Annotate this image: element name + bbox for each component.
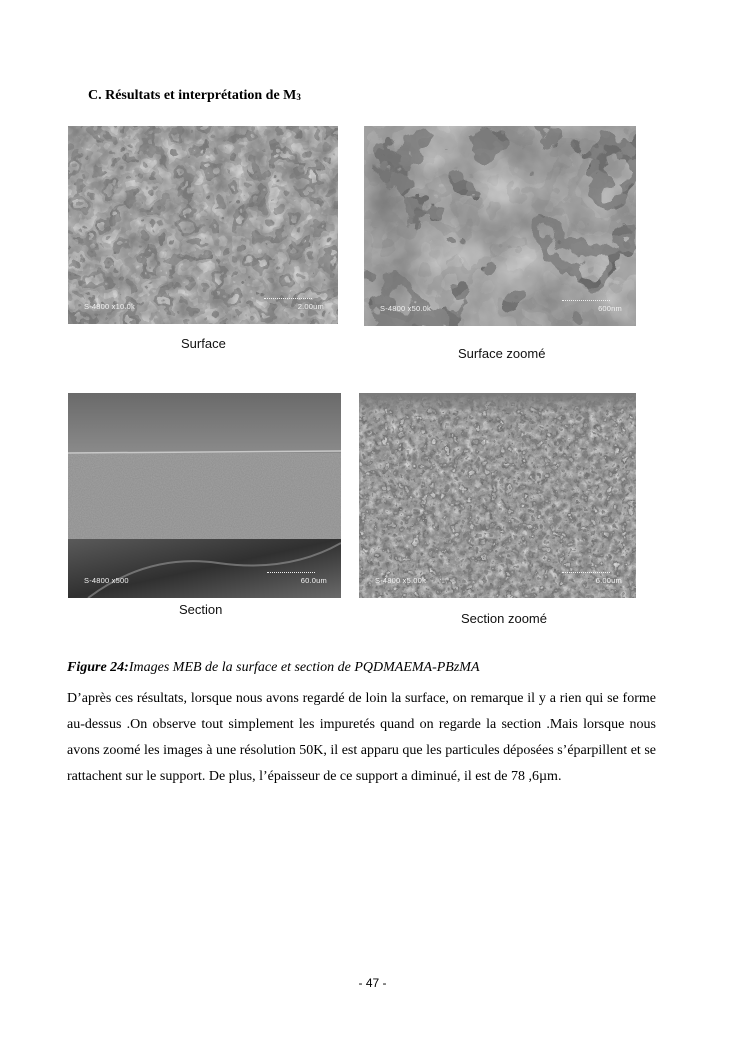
caption-section: Section — [179, 602, 223, 617]
sem-image-surface-zoom — [364, 126, 636, 326]
sem-meta-label: S-4800 x10.0k — [84, 302, 135, 311]
sem-scale-label: 6.00um — [595, 576, 622, 585]
caption-surface: Surface — [181, 336, 226, 351]
figure-caption — [67, 660, 480, 676]
sem-scale-label: 2.00um — [297, 302, 324, 311]
sem-scale-label: 600nm — [598, 304, 622, 313]
sem-meta-label: S-4800 x500 — [84, 576, 129, 585]
caption-surface-zoom: Surface zoomé — [458, 346, 546, 361]
section-heading: C. Résultats et interprétation de $M_3$ — [88, 88, 301, 103]
caption-section-zoom: Section zoomé — [461, 611, 547, 626]
sem-meta-label: S-4800 x50.0k — [380, 304, 431, 313]
sem-image-section-zoom — [359, 393, 636, 598]
figure-label: Figure 24: — [67, 660, 129, 675]
sem-meta-label: S-4800 x5.00k — [375, 576, 426, 585]
body-paragraph: D’après ces résultats, lorsque nous avons regardé de loin la surface, on remarque il y a rien qui se forme au-dessus .On observe tout simplement les impuretés quand on regarde la section .Mais lorsque nous avons zoomé les images à une résolution 50K, il est apparu que les particules déposées s’éparpillent et se rattachent sur le support. De plus, l’épaisseur de ce support a diminué, il est de 78 ,6µm. — [67, 691, 656, 784]
sem-scale-label: 60.0um — [300, 576, 327, 585]
page-number: - 47 - — [358, 976, 387, 990]
sem-image-section — [68, 393, 341, 598]
figure-caption-text: Images MEB de la surface et section de PQDMAEMA-PBzMA — [128, 660, 480, 675]
sem-image-surface — [68, 126, 338, 324]
